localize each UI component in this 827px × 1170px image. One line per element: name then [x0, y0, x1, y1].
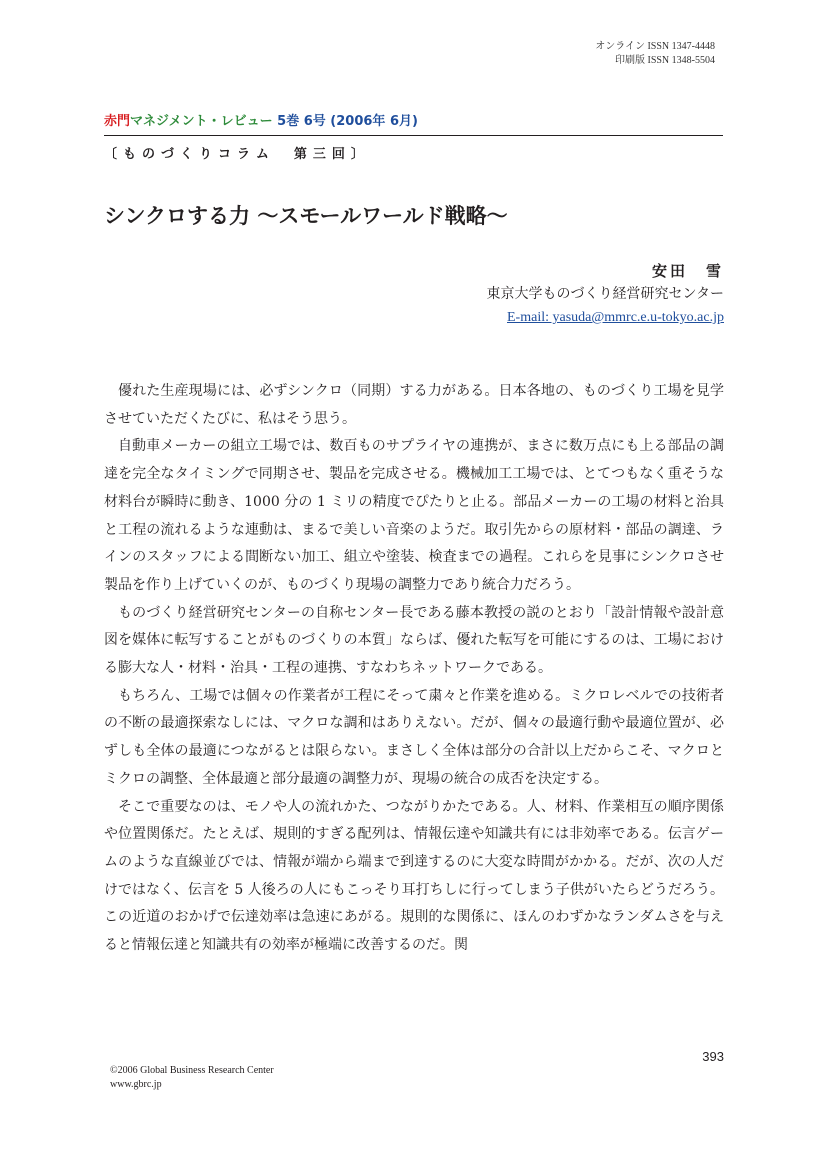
issn-print: 印刷版 ISSN 1348-5504 — [614, 55, 715, 66]
footer-url[interactable]: www.gbrc.jp — [110, 1079, 162, 1090]
series-label: 〔ものづくりコラム 第三回〕 — [104, 147, 370, 162]
issn-block — [595, 40, 715, 68]
paragraph: もちろん、工場では個々の作業者が工程にそって粛々と作業を進める。ミクロレベルでの技術者の不断の最適探索なしには、マクロな調和はありえない。だが、個々の最適行動や最適位置が、必ずしも全体の最適につながるとは限らない。まさしく全体は部分の合計以上だからこそ、マクロとミクロの調整、全体最適と部分最適の調整力が、現場の統合の成否を決定する。 — [104, 687, 724, 787]
article-body — [104, 378, 724, 960]
paragraph: 優れた生産現場には、必ずシンクロ（同期）する力がある。日本各地の、ものづくり工場を見学させていただくたびに、私はそう思う。 — [104, 383, 724, 427]
author-name: 安田 雪 — [651, 262, 724, 280]
paragraph: ものづくり経営研究センターの自称センター長である藤本教授の説のとおり「設計情報や設計意図を媒体に転写することがものづくりの本質」ならば、優れた転写を可能にするのは、工場における膨大な人・材料・治具・工程の連携、すなわちネットワークである。 — [104, 604, 724, 677]
paragraph: 自動車メーカーの組立工場では、数百ものサプライヤの連携が、まさに数万点にも上る部品の調達を完全なタイミングで同期させ、製品を完成させる。機械加工工場では、とてつもなく重そうな材料台が瞬時に動き、1000 分の 1 ミリの精度でぴたりと止る。部品メーカーの工場の材料と治具と工程の流れるような連動は、まるで美しい音楽のようだ。取引先からの原材料・部品の調達、ラインのスタッフによる間断ない加工、組立や塗装、検査までの過程。これらを見事にシンクロさせ製品を作り上げていくのが、ものづくり現場の調整力であり統合力だろう。 — [104, 438, 724, 593]
issn-online: オンライン ISSN 1347-4448 — [595, 41, 715, 52]
article-title: シンクロする力 〜スモールワールド戦略〜 — [104, 204, 508, 228]
journal-name-red: 赤門 — [104, 114, 131, 129]
footer-copyright: ©2006 Global Business Research Center — [110, 1065, 274, 1076]
author-block — [487, 260, 724, 329]
page-number: 393 — [702, 1049, 724, 1064]
author-email-link[interactable]: E-mail: yasuda@mmrc.e.u-tokyo.ac.jp — [507, 310, 724, 325]
journal-issue: 5巻 6号 (2006年 6月) — [272, 114, 418, 129]
header-rule — [104, 135, 723, 136]
footer — [110, 1064, 274, 1092]
author-affiliation: 東京大学ものづくり経営研究センター — [486, 286, 724, 302]
paragraph: そこで重要なのは、モノや人の流れかた、つながりかたである。人、材料、作業相互の順序関係や位置関係だ。たとえば、規則的すぎる配列は、情報伝達や知識共有には非効率である。伝言ゲームのような直線並びでは、情報が端から端まで到達するのに大変な時間がかかる。だが、次の人だけではなく、伝言を 5 人後ろの人にもこっそり耳打ちしに行ってしまう子供がいたらどうだろう。この近道のおかげで伝達効率は急速にあがる。規則的な関係に、ほんのわずかなランダムさを与えると情報伝達と知識共有の効率が極端に改善するのだ。関 — [104, 798, 724, 954]
journal-name-green: マネジメント・レビュー — [130, 114, 273, 129]
journal-header — [104, 110, 418, 129]
